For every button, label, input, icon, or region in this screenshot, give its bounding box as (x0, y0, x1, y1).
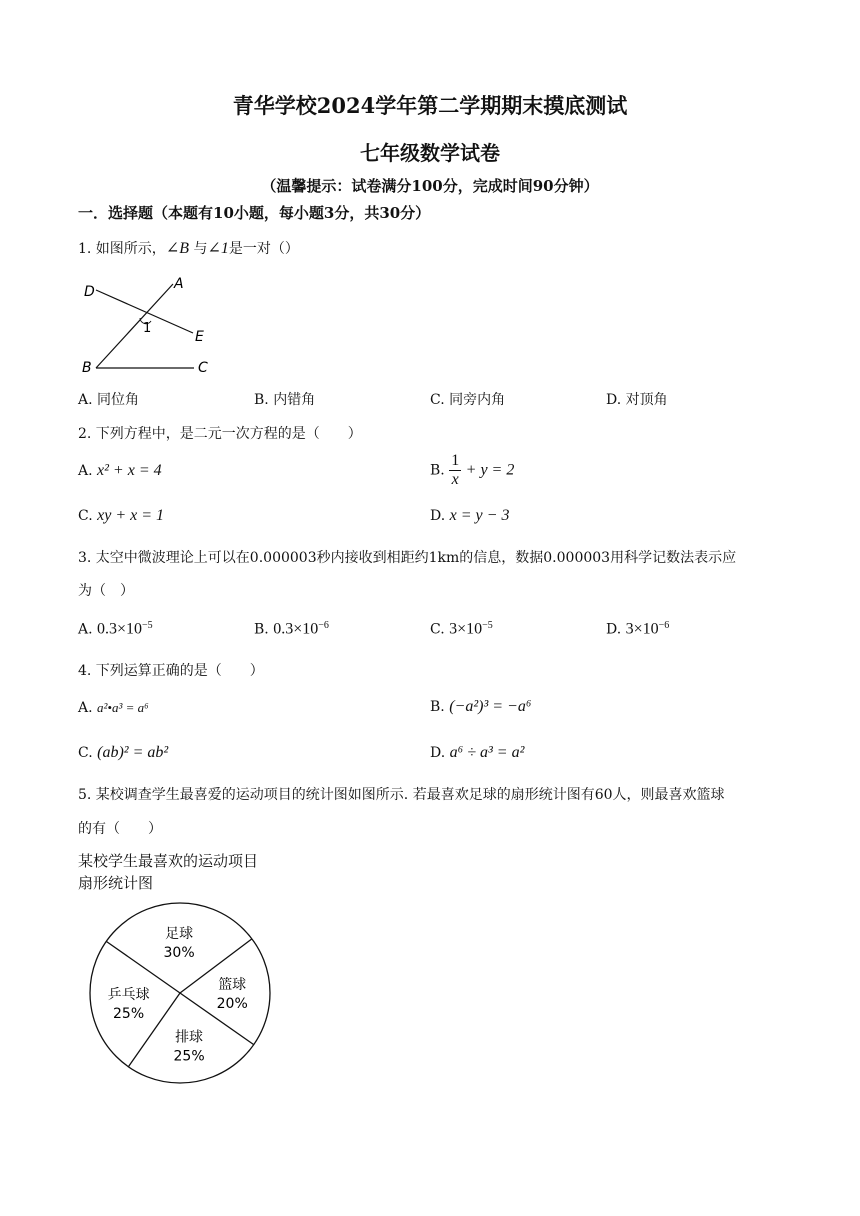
q3-option-b: B. $0.3\times 10^{-6}$ (254, 620, 329, 638)
pie-slice-name: 篮球 (218, 977, 247, 994)
q1-option-a: A. 同位角 (78, 392, 140, 408)
q3-option-a: A. $0.3\times 10^{-5}$ (78, 620, 153, 638)
pie-chart (78, 895, 278, 1095)
pie-slice-label: 25% (173, 1048, 205, 1065)
exam-subtitle: 七年级数学试卷 (360, 141, 500, 165)
question-1-stem: 1. 如图所示，∠B 与∠1是一对（） (78, 240, 299, 257)
q1-option-c: C. 同旁内角 (430, 392, 506, 408)
pie-slice-name: 足球 (165, 925, 194, 942)
section-heading: 一．选择题（本题有10小题，每小题3分，共30分） (78, 204, 431, 222)
pie-slice-label: 30% (163, 944, 195, 961)
question-4-stem: 4. 下列运算正确的是（ ） (78, 663, 264, 679)
angle-1: ∠1 (207, 240, 229, 257)
question-3-stem-line2: 为（ ） (78, 583, 134, 599)
question-5-stem-line2: 的有（ ） (78, 821, 162, 837)
question-3-stem-line1: 3. 太空中微波理论上可以在0.000003秒内接收到相距约1km的信息，数据0.000003用科学记数法表示应 (78, 550, 737, 566)
label-e: E (195, 329, 204, 345)
q3-option-d: D. $3\times 10^{-6}$ (606, 620, 670, 638)
fraction-1-over-x: $\frac{1}{x}$ (451, 452, 460, 488)
label-1: 1 (143, 321, 152, 336)
question-2-stem: 2. 下列方程中，是二元一次方程的是（ ） (78, 426, 362, 442)
q4-option-b: B. (−a²)³ = −a⁶ (430, 698, 532, 715)
q4-option-a: A. a²•a³ = a⁶ (78, 700, 149, 716)
exam-title: 青华学校2024学年第二学期期末摸底测试 (232, 93, 628, 118)
exam-hint: （温馨提示：试卷满分100分，完成时间90分钟） (261, 177, 599, 195)
q2-option-d: D. x = y − 3 (430, 507, 510, 524)
question-5-stem-line1: 5. 某校调查学生最喜爱的运动项目的统计图如图所示. 若最喜欢足球的扇形统计图有60人，则最喜欢篮球 (78, 787, 725, 803)
q2-option-a: A. x² + x = 4 (78, 462, 162, 479)
pie-slice-name: 乒乓球 (107, 987, 150, 1004)
label-d: D (84, 284, 95, 300)
pie-slice-label: 20% (216, 996, 248, 1013)
label-c: C (198, 360, 208, 376)
q4-option-d: D. a⁶ ÷ a³ = a² (430, 744, 525, 761)
q1-option-b: B. 内错角 (254, 392, 316, 408)
label-b: B (82, 360, 92, 376)
q3-option-c: C. $3\times 10^{-5}$ (430, 620, 493, 638)
pie-slice-name: 排球 (175, 1029, 204, 1046)
chart-subtitle: 扇形统计图 (78, 874, 154, 892)
question-1-figure (78, 272, 228, 380)
q2-option-c: C. xy + x = 1 (78, 507, 165, 524)
q1-option-d: D. 对顶角 (606, 392, 668, 408)
angle-b: ∠B (165, 240, 189, 257)
q4-option-c: C. (ab)² = ab² (78, 744, 169, 761)
pie-slice-label: 25% (113, 1006, 145, 1023)
chart-title: 某校学生最喜欢的运动项目 (78, 852, 259, 870)
label-a: A (174, 276, 184, 292)
q2-option-b: B. $\frac{1}{x}$ + y = 2 (430, 452, 515, 488)
